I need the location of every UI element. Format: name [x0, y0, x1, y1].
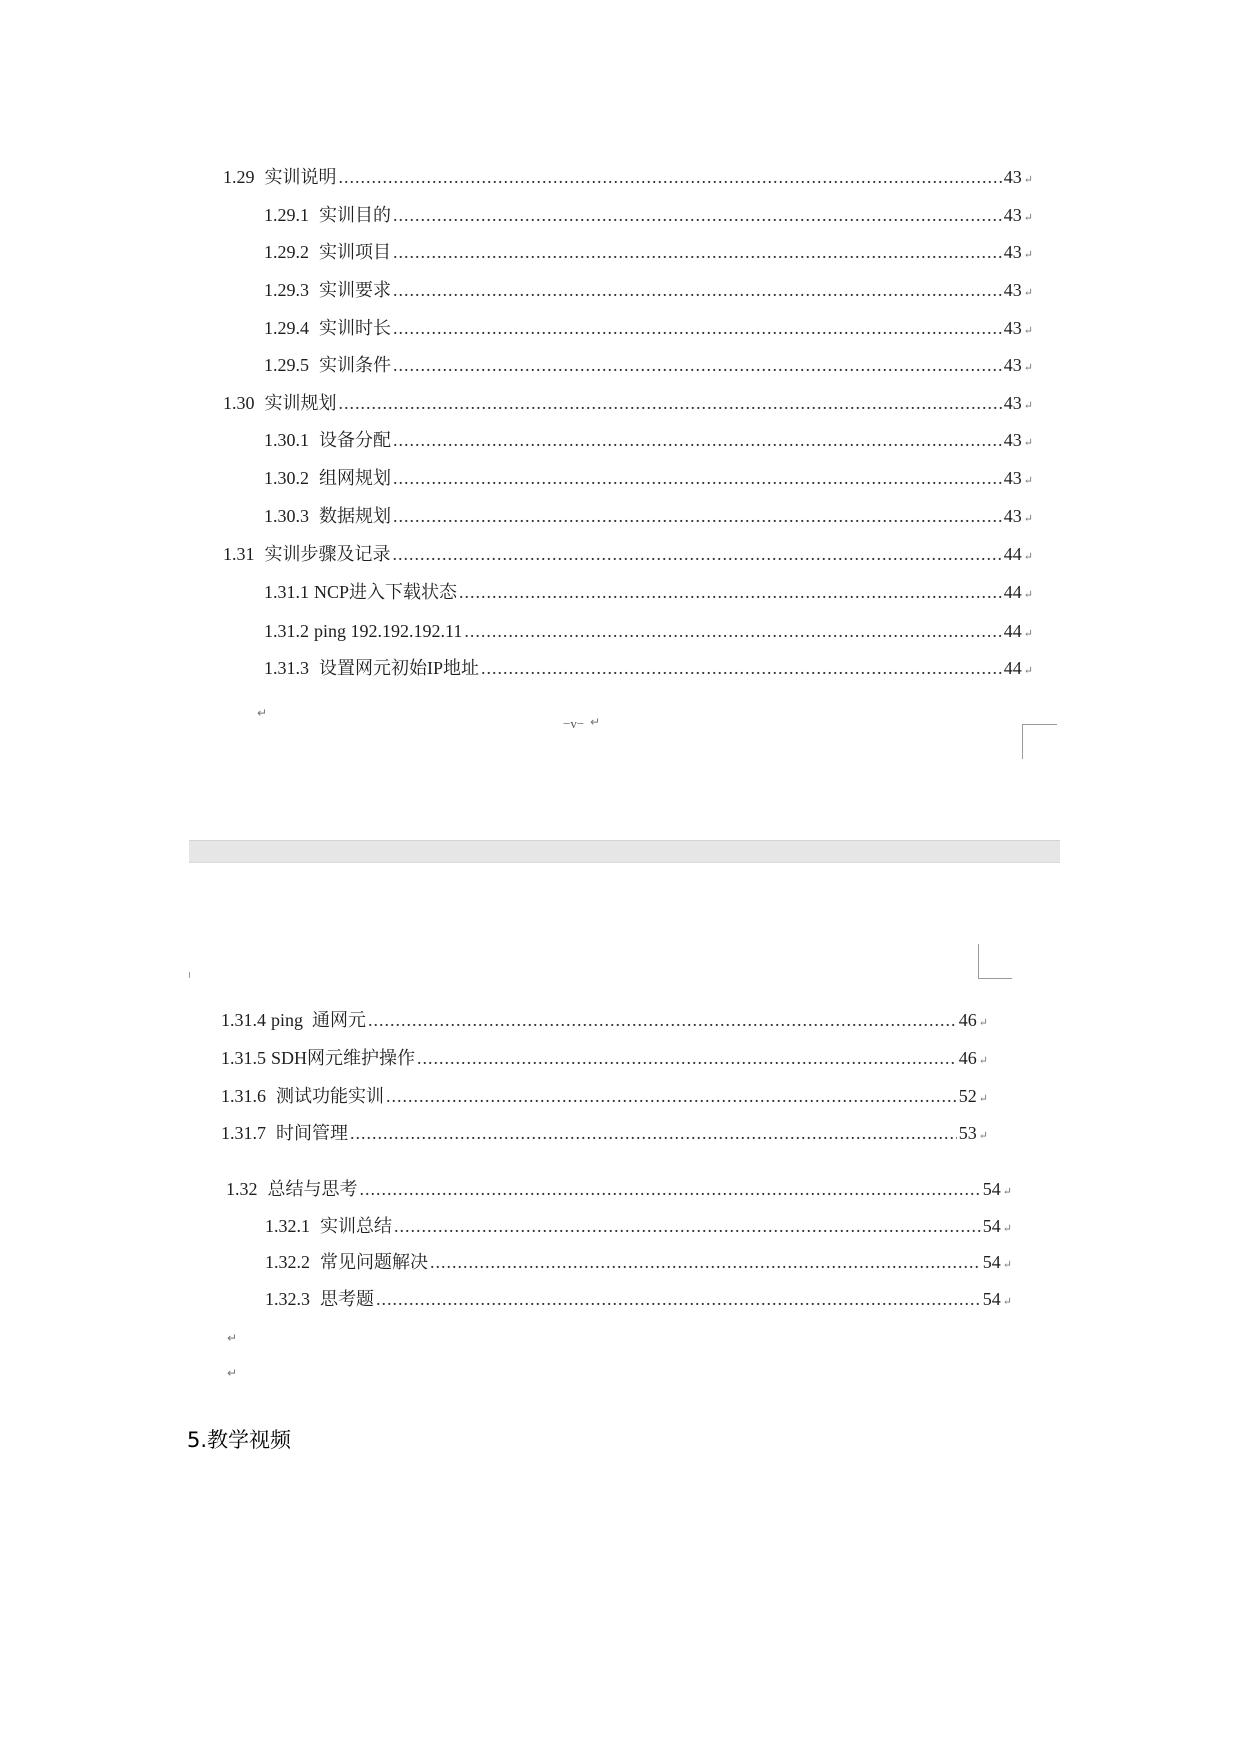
dot-leader	[376, 1287, 981, 1311]
dot-leader	[339, 391, 1002, 415]
paragraph-mark-icon: ↵	[978, 1055, 988, 1067]
toc-entry-1-32-1[interactable]	[265, 1214, 1012, 1241]
toc-entry-page: 52	[958, 1086, 977, 1106]
dot-leader	[459, 580, 1002, 604]
toc-entry-1-31[interactable]	[223, 542, 1033, 569]
toc-entry-page: 54	[982, 1179, 1001, 1199]
toc-entry-1-31-5[interactable]	[221, 1046, 988, 1073]
toc-entry-title: 思考题	[320, 1289, 374, 1309]
toc-entry-page: 44	[1003, 582, 1022, 602]
toc-entry-1-32[interactable]	[226, 1177, 1012, 1204]
toc-entry-1-31-6[interactable]	[221, 1084, 988, 1111]
toc-entry-title: 实训时长	[319, 318, 391, 338]
toc-entry-number: 1.31.5	[221, 1048, 266, 1068]
paragraph-mark-icon: ↵	[590, 715, 601, 729]
toc-entry-number: 1.31.2	[264, 621, 309, 641]
toc-entry-number: 1.29.4	[264, 318, 309, 338]
dot-leader	[481, 656, 1002, 680]
dot-leader	[464, 619, 1001, 643]
toc-entry-number: 1.31	[223, 544, 255, 564]
toc-entry-number: 1.29.5	[264, 355, 309, 375]
toc-entry-number: 1.31.7	[221, 1123, 266, 1143]
toc-entry-number: 1.32	[226, 1179, 258, 1199]
toc-entry-number: 1.32.2	[265, 1252, 310, 1272]
paragraph-mark-icon: ↵	[227, 1366, 238, 1380]
toc-entry-1-31-4[interactable]	[221, 1008, 988, 1035]
toc-entry-number: 1.30	[223, 393, 255, 413]
toc-entry-1-32-2[interactable]	[265, 1250, 1012, 1277]
toc-entry-page: 43	[1003, 468, 1022, 488]
toc-entry-1-29-1[interactable]	[264, 203, 1033, 230]
toc-entry-number: 1.30.3	[264, 506, 309, 526]
paragraph-mark-icon: ↵	[1023, 287, 1033, 299]
toc-entry-title: 总结与思考	[267, 1179, 358, 1199]
dot-leader	[393, 542, 1002, 566]
toc-entry-page: 43	[1003, 318, 1022, 338]
toc-entry-title: 实训说明	[264, 167, 337, 187]
dot-leader	[368, 1008, 957, 1032]
toc-entry-1-30-2[interactable]	[264, 466, 1033, 493]
footer-page-number: −v−	[563, 716, 585, 731]
paragraph-mark-icon: ↵	[1023, 325, 1033, 337]
paragraph-mark-icon: ↵	[1023, 174, 1033, 186]
toc-entry-number: 1.30.1	[264, 430, 309, 450]
toc-entry-title: NCP进入下载状态	[314, 582, 458, 602]
dot-leader	[394, 1214, 981, 1238]
toc-entry-page: 53	[958, 1123, 977, 1143]
dot-leader	[430, 1250, 981, 1274]
section-heading: 5.教学视频	[187, 1428, 292, 1452]
paragraph-mark-icon: ↵	[978, 1130, 988, 1142]
toc-entry-page: 43	[1003, 242, 1022, 262]
toc-entry-number: 1.31.4	[221, 1010, 266, 1030]
toc-entry-page: 46	[958, 1010, 977, 1030]
toc-entry-number: 1.29.1	[264, 205, 309, 225]
toc-entry-number: 1.32.3	[265, 1289, 310, 1309]
toc-entry-title: SDH网元维护操作	[271, 1048, 416, 1068]
toc-entry-page: 54	[982, 1289, 1001, 1309]
toc-entry-1-31-3[interactable]	[264, 656, 1033, 683]
toc-entry-number: 1.31.3	[264, 658, 309, 678]
toc-entry-title: 测试功能实训	[276, 1086, 384, 1106]
toc-entry-1-29[interactable]	[223, 165, 1033, 192]
paragraph-mark-icon: ↵	[1023, 551, 1033, 563]
dot-leader	[393, 353, 1002, 377]
dot-leader	[393, 466, 1002, 490]
toc-entry-page: 43	[1003, 506, 1022, 526]
toc-entry-page: 43	[1003, 355, 1022, 375]
toc-entry-number: 1.29.3	[264, 280, 309, 300]
toc-entry-title: 时间管理	[276, 1123, 348, 1143]
paragraph-mark-icon: ↵	[1023, 400, 1033, 412]
paragraph-mark-icon: ↵	[1023, 362, 1033, 374]
paragraph-mark-icon: ↵	[978, 1093, 988, 1105]
toc-entry-page: 44	[1003, 544, 1022, 564]
dot-leader	[350, 1121, 957, 1145]
toc-entry-1-29-5[interactable]	[264, 353, 1033, 380]
toc-entry-1-29-3[interactable]	[264, 278, 1033, 305]
paragraph-mark-icon: ↵	[1002, 1223, 1012, 1235]
toc-entry-page: 44	[1003, 658, 1022, 678]
toc-entry-page: 44	[1003, 621, 1022, 641]
dot-leader	[393, 240, 1002, 264]
toc-entry-page: 46	[958, 1048, 977, 1068]
toc-entry-1-30-1[interactable]	[264, 428, 1033, 455]
dot-leader	[393, 316, 1002, 340]
toc-entry-1-29-2[interactable]	[264, 240, 1033, 267]
toc-entry-number: 1.29	[223, 167, 255, 187]
toc-entry-title: 设备分配	[319, 430, 391, 450]
dot-leader	[393, 428, 1002, 452]
paragraph-mark-icon: ↵	[1023, 475, 1033, 487]
paragraph-mark-icon: ↵	[1023, 589, 1033, 601]
toc-entry-title: ping 通网元	[271, 1010, 367, 1030]
dot-leader	[386, 1084, 957, 1108]
toc-entry-title: 数据规划	[319, 506, 391, 526]
toc-entry-1-32-3[interactable]	[265, 1287, 1012, 1314]
toc-entry-title: ping 192.192.192.11	[314, 621, 463, 641]
toc-entry-page: 43	[1003, 167, 1022, 187]
toc-entry-title: 实训规划	[264, 393, 337, 413]
paragraph-mark-icon: ↵	[1002, 1296, 1012, 1308]
toc-entry-title: 实训总结	[320, 1216, 392, 1236]
paragraph-mark-icon: ↵	[1023, 628, 1033, 640]
paragraph-mark-icon: ↵	[1002, 1186, 1012, 1198]
paragraph-mark-icon: ↵	[1023, 513, 1033, 525]
dot-leader	[393, 504, 1002, 528]
paragraph-mark-icon: ↵	[978, 1017, 988, 1029]
toc-entry-title: 设置网元初始IP地址	[319, 658, 480, 678]
dot-leader	[339, 165, 1002, 189]
toc-entry-1-30[interactable]	[223, 391, 1033, 418]
dot-leader	[360, 1177, 981, 1201]
toc-entry-title: 实训项目	[319, 242, 391, 262]
dot-leader	[393, 278, 1002, 302]
toc-entry-number: 1.31.1	[264, 582, 309, 602]
toc-entry-1-30-3[interactable]	[264, 504, 1033, 531]
toc-entry-page: 43	[1003, 430, 1022, 450]
toc-entry-page: 43	[1003, 393, 1022, 413]
toc-entry-title: 实训目的	[319, 205, 391, 225]
toc-entry-title: 实训要求	[319, 280, 391, 300]
toc-entry-title: 常见问题解决	[320, 1252, 428, 1272]
toc-entry-page: 54	[982, 1216, 1001, 1236]
paragraph-mark-icon: ↵	[227, 1331, 238, 1345]
paragraph-mark-icon: ↵	[1002, 1259, 1012, 1271]
paragraph-mark-icon: ↵	[1023, 212, 1033, 224]
crop-mark	[978, 944, 1012, 979]
crop-mark	[1022, 724, 1057, 759]
toc-entry-page: 43	[1003, 205, 1022, 225]
toc-entry-title: 实训条件	[319, 355, 391, 375]
paragraph-mark-icon: ↵	[1023, 665, 1033, 677]
toc-entry-1-31-1[interactable]	[264, 580, 1033, 607]
toc-entry-page: 54	[982, 1252, 1001, 1272]
toc-entry-page: 43	[1003, 280, 1022, 300]
page-separator	[189, 840, 1060, 863]
toc-entry-number: 1.32.1	[265, 1216, 310, 1236]
toc-entry-number: 1.31.6	[221, 1086, 266, 1106]
toc-entry-number: 1.30.2	[264, 468, 309, 488]
toc-entry-title: 组网规划	[319, 468, 391, 488]
toc-entry-1-31-7[interactable]	[221, 1121, 988, 1148]
paragraph-mark-icon: ↵	[257, 706, 268, 720]
paragraph-mark-icon: ↵	[1023, 249, 1033, 261]
crop-mark	[189, 972, 191, 978]
toc-entry-number: 1.29.2	[264, 242, 309, 262]
toc-entry-1-29-4[interactable]	[264, 316, 1033, 343]
paragraph-mark-icon: ↵	[1023, 437, 1033, 449]
toc-entry-title: 实训步骤及记录	[264, 544, 391, 564]
dot-leader	[393, 203, 1002, 227]
toc-entry-1-31-2[interactable]	[264, 619, 1033, 646]
dot-leader	[417, 1046, 957, 1070]
